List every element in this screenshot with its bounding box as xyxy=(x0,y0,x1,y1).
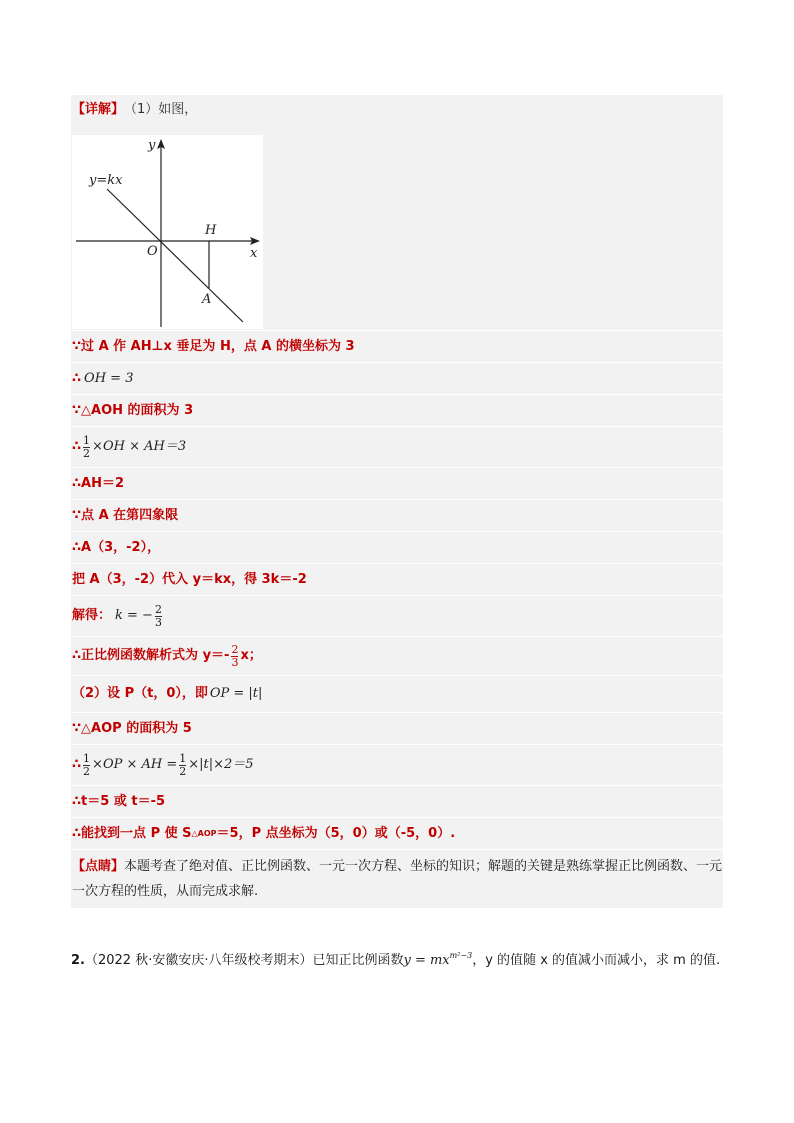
oh-equation: OH = 3 xyxy=(84,370,134,386)
problem-function: y = mx xyxy=(403,953,450,968)
part1-intro: （1）如图， xyxy=(124,102,198,117)
step-5: ∴AH＝2 xyxy=(71,468,723,499)
comment-block xyxy=(71,850,723,908)
step-15: ∴能找到一点 P 使 S △AOP ＝5 ，P 点坐标为（5，0）或（-5，0）. xyxy=(71,818,723,849)
step-13: ∴ $\frac{1}{2}$ ×OP × AH = $\frac{1}{2}$ ×|t|×2＝5 xyxy=(71,745,723,785)
fraction-func: $\frac{2}{3}$ xyxy=(231,642,239,669)
figure-row xyxy=(71,125,723,330)
label-y: y xyxy=(148,138,156,153)
step-10: ∴正比例函数解析式为 y＝- $\frac{2}{3}$ x； xyxy=(71,637,723,675)
step-4: ∴ $\frac{1}{2}$ ×OH × AH＝3 xyxy=(71,427,723,467)
area-aop-expression-a: ×OP × AH = xyxy=(92,757,178,772)
step-9: 解得： k = − $\frac{2}{3}$ xyxy=(71,596,723,636)
detail-tag: 【详解】 xyxy=(72,102,125,117)
label-origin: O xyxy=(147,244,158,259)
problem-rest: ，y 的值随 x 的值减小而减小，求 m 的值. xyxy=(472,953,721,968)
step-11: （2）设 P（t，0），即 OP = |t| xyxy=(71,676,723,712)
step-2: ∴ OH = 3 xyxy=(71,363,723,394)
step-1: ∵过 A 作 AH⊥x 垂足为 H，点 A 的横坐标为 3 xyxy=(71,331,723,362)
problem-exponent: m²−3 xyxy=(449,951,473,960)
problem-2 xyxy=(71,942,731,975)
k-expression: k = − xyxy=(115,608,153,623)
line-y-kx xyxy=(107,189,243,322)
comment-tag: 【点睛】 xyxy=(72,859,125,874)
label-h: H xyxy=(205,223,217,238)
step-8: 把 A（3，-2）代入 y＝kx，得 3k＝-2 xyxy=(71,564,723,595)
area-aop-expression-b: ×|t|×2＝5 xyxy=(188,757,254,772)
detail-heading xyxy=(71,95,723,125)
label-line: y=kx xyxy=(89,173,123,188)
label-x: x xyxy=(250,246,258,261)
step-3: ∵△AOH 的面积为 3 xyxy=(71,395,723,426)
coordinate-figure xyxy=(72,135,263,329)
step-14: ∴t＝5 或 t＝-5 xyxy=(71,786,723,817)
solution-section xyxy=(71,95,723,909)
area-aoh-expression: ×OH × AH＝3 xyxy=(92,439,187,454)
comment-text: 本题考查了绝对值、正比例函数、一元一次方程、坐标的知识；解题的关键是熟练掌握正比例函数、一元一次方程的性质，从而完成求解. xyxy=(72,859,723,899)
fraction-half: $\frac{1}{2}$ xyxy=(83,433,91,460)
problem-source: （2022 秋·安徽安庆·八年级校考期末）已知正比例函数 xyxy=(84,953,404,968)
fraction-two-thirds: $\frac{2}{3}$ xyxy=(154,602,162,629)
step-7: ∴A（3，-2）， xyxy=(71,532,723,563)
step-6: ∵点 A 在第四象限 xyxy=(71,500,723,531)
label-a: A xyxy=(202,292,212,307)
coordinate-diagram xyxy=(72,135,263,329)
problem-number: 2. xyxy=(71,953,85,968)
op-equation: OP = |t| xyxy=(209,686,263,701)
step-12: ∵△AOP 的面积为 5 xyxy=(71,713,723,744)
